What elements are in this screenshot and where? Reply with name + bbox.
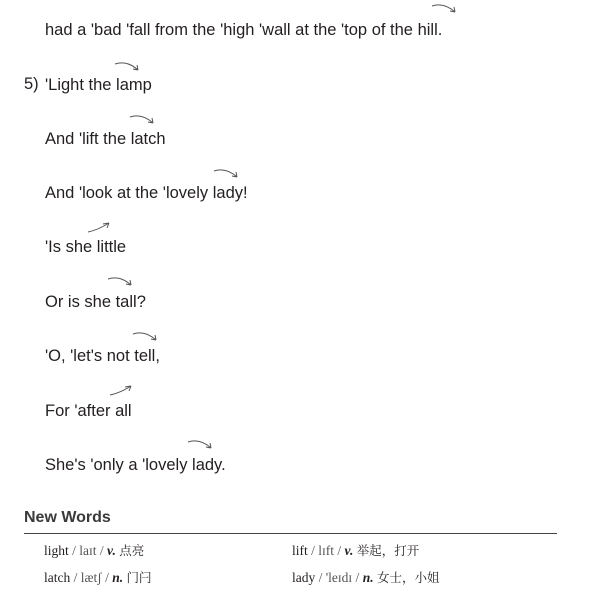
vocab-meaning: 女士，小姐 [376, 570, 440, 585]
poem-line-9: She's 'only a 'lovely lady. [45, 456, 226, 474]
item-number: 5) [24, 75, 39, 93]
poem-line-7: 'O, 'let's not tell, [45, 347, 160, 365]
vocab-pos: n. [112, 570, 124, 585]
poem-line-1: had a 'bad 'fall from the 'high 'wall at the 'top of the hill. [45, 21, 443, 39]
vocab-entry-lady [292, 568, 439, 586]
vocab-meaning: 门闩 [126, 570, 152, 585]
vocab-word: lift [292, 543, 308, 558]
poem-line-8: For 'after all [45, 402, 132, 420]
falling-intonation-arrow [113, 60, 141, 74]
poem-line-5: 'Is she little [45, 238, 127, 256]
new-words-heading: New Words [24, 509, 111, 526]
poem-line-3: And 'lift the latch [45, 130, 166, 148]
vocab-word: latch [44, 570, 71, 585]
vocab-ipa: / lɪft / [311, 543, 342, 558]
vocab-ipa: / lætʃ / [73, 570, 109, 585]
vocab-entry-lift [292, 541, 419, 559]
vocab-ipa: / 'leɪdɪ / [318, 570, 360, 585]
poem-line-6: Or is she tall? [45, 293, 146, 311]
vocab-meaning: 点亮 [119, 543, 145, 558]
falling-intonation-arrow [106, 275, 134, 289]
vocab-meaning: 举起，打开 [356, 543, 420, 558]
vocab-word: light [44, 543, 69, 558]
vocab-pos: n. [362, 570, 374, 585]
vocab-word: lady [292, 570, 316, 585]
vocab-entry-light [44, 541, 144, 559]
poem-line-4: And 'look at the 'lovely lady! [45, 184, 248, 202]
falling-intonation-arrow [186, 438, 214, 452]
vocab-pos: v. [344, 543, 354, 558]
falling-intonation-arrow [430, 2, 458, 16]
falling-intonation-arrow [212, 167, 240, 181]
vocab-pos: v. [107, 543, 116, 558]
vocab-ipa: / laɪt / [72, 543, 104, 558]
rising-intonation-arrow [86, 221, 112, 235]
falling-intonation-arrow [128, 113, 156, 127]
poem-line-2: 'Light the lamp [45, 76, 152, 94]
rising-intonation-arrow [108, 384, 134, 398]
falling-intonation-arrow [131, 330, 159, 344]
section-divider [24, 533, 557, 534]
vocab-entry-latch [44, 568, 152, 586]
